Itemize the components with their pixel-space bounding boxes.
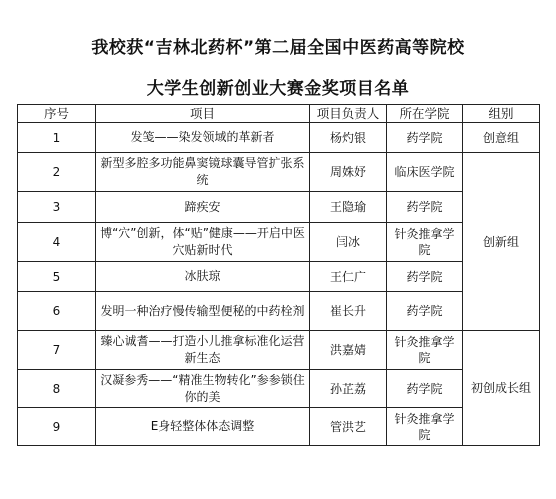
table-row xyxy=(18,408,540,446)
cell-no: 3 xyxy=(18,192,96,223)
cell-project: 臻心诚耆——打造小儿推拿标准化运营新生态 xyxy=(96,331,310,370)
cell-college: 临床医学院 xyxy=(387,153,463,192)
cell-college: 药学院 xyxy=(387,192,463,223)
cell-no: 9 xyxy=(18,408,96,446)
table-row xyxy=(18,292,540,331)
header-college: 所在学院 xyxy=(387,105,463,123)
table-row xyxy=(18,370,540,408)
header-project: 项目 xyxy=(96,105,310,123)
title-line-2: 大学生创新创业大赛金奖项目名单 xyxy=(146,79,410,99)
cell-leader: 崔长升 xyxy=(310,292,387,331)
cell-leader: 孙芷荔 xyxy=(310,370,387,408)
title-line-1: 我校获“吉林北药杯”第二届全国中医药高等院校 xyxy=(91,38,465,58)
cell-college: 针灸推拿学院 xyxy=(387,223,463,262)
table-row xyxy=(18,153,540,192)
table-row xyxy=(18,192,540,223)
cell-leader: 管洪艺 xyxy=(310,408,387,446)
cell-project: 新型多腔多功能鼻窦镜球囊导管扩张系统 xyxy=(96,153,310,192)
cell-project: 蹄疾安 xyxy=(96,192,310,223)
cell-leader: 闫冰 xyxy=(310,223,387,262)
cell-leader: 王仁广 xyxy=(310,262,387,292)
cell-no: 8 xyxy=(18,370,96,408)
cell-college: 药学院 xyxy=(387,292,463,331)
cell-group: 初创成长组 xyxy=(463,331,540,446)
cell-project: 博“穴”创新，体“贴”健康——开启中医穴贴新时代 xyxy=(96,223,310,262)
cell-college: 药学院 xyxy=(387,123,463,153)
cell-college: 药学院 xyxy=(387,262,463,292)
table-row xyxy=(18,223,540,262)
header-row xyxy=(18,105,540,123)
cell-project: E身轻整体体态调整 xyxy=(96,408,310,446)
cell-no: 4 xyxy=(18,223,96,262)
cell-project: 冰肤琼 xyxy=(96,262,310,292)
cell-college: 针灸推拿学院 xyxy=(387,331,463,370)
table-row xyxy=(18,123,540,153)
cell-leader: 洪嘉婧 xyxy=(310,331,387,370)
cell-project: 发明一种治疗慢传输型便秘的中药栓剂 xyxy=(96,292,310,331)
cell-no: 6 xyxy=(18,292,96,331)
cell-no: 2 xyxy=(18,153,96,192)
cell-college: 针灸推拿学院 xyxy=(387,408,463,446)
cell-leader: 杨灼银 xyxy=(310,123,387,153)
award-table xyxy=(17,104,540,446)
cell-leader: 王隐瑜 xyxy=(310,192,387,223)
header-no: 序号 xyxy=(18,105,96,123)
cell-group: 创意组 xyxy=(463,123,540,153)
cell-no: 1 xyxy=(18,123,96,153)
cell-no: 5 xyxy=(18,262,96,292)
cell-project: 发笺——染发领域的革新者 xyxy=(96,123,310,153)
table-row xyxy=(18,262,540,292)
cell-college: 药学院 xyxy=(387,370,463,408)
cell-leader: 周姝妤 xyxy=(310,153,387,192)
table-row xyxy=(18,331,540,370)
cell-group: 创新组 xyxy=(463,153,540,331)
cell-no: 7 xyxy=(18,331,96,370)
header-group: 组别 xyxy=(463,105,540,123)
cell-project: 汉凝参秀——“精准生物转化”参参锁住你的美 xyxy=(96,370,310,408)
header-leader: 项目负责人 xyxy=(310,105,387,123)
